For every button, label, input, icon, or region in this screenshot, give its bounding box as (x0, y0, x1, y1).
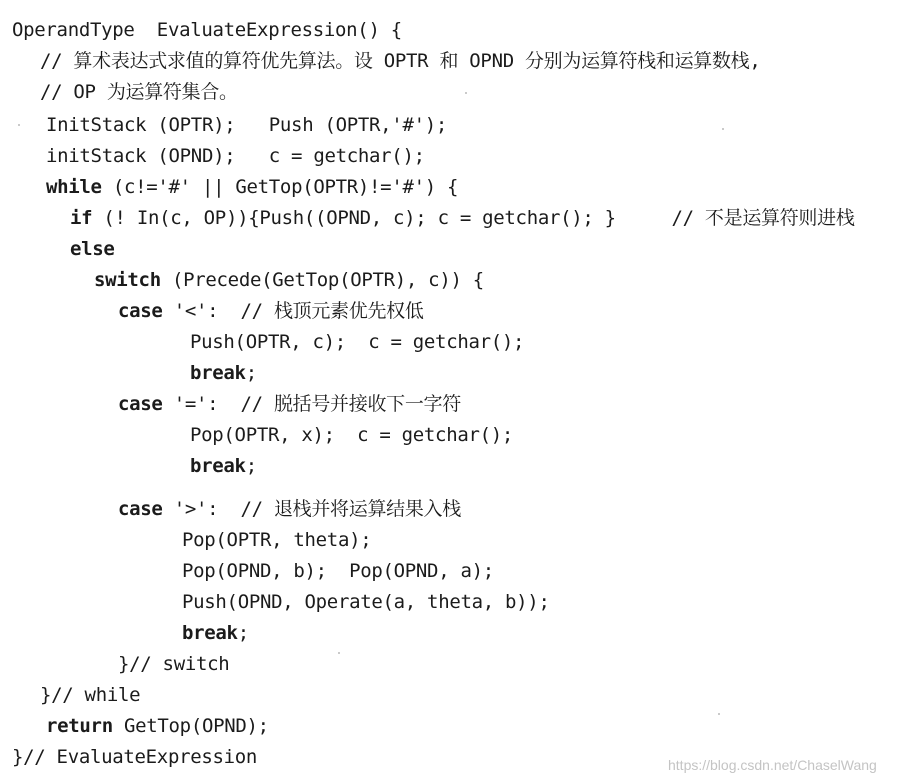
scan-speck (722, 128, 724, 130)
keyword: if (70, 207, 93, 229)
code-text: initStack (OPND); c = getchar(); (46, 145, 425, 167)
code-line (94, 268, 484, 292)
code-line (182, 621, 249, 645)
code-text: }// while (40, 684, 141, 706)
scan-speck (18, 124, 20, 126)
code-text: Pop(OPTR, theta); (182, 529, 372, 551)
code-line (118, 392, 461, 416)
code-text: (! In(c, OP)){Push((OPND, c); c = getchar(); } // 不是运算符则进栈 (92, 207, 855, 229)
keyword: case (118, 498, 163, 520)
keyword: break (190, 455, 246, 477)
code-text: // 算术表达式求值的算符优先算法。设 OPTR 和 OPND 分别为运算符栈和运算数栈, (40, 50, 761, 72)
code-text: '=': // 脱括号并接收下一字符 (162, 393, 461, 415)
keyword: return (46, 715, 113, 737)
code-text: Pop(OPND, b); Pop(OPND, a); (182, 560, 494, 582)
code-text: // OP 为运算符集合。 (40, 81, 238, 103)
code-text: '>': // 退栈并将运算结果入栈 (162, 498, 461, 520)
code-line (182, 528, 371, 552)
code-line (182, 590, 550, 614)
code-text: '<': // 栈顶元素优先权低 (162, 300, 424, 322)
code-line (46, 714, 269, 738)
keyword: while (46, 176, 102, 198)
code-text: InitStack (OPTR); Push (OPTR,'#'); (46, 114, 448, 136)
code-text: Pop(OPTR, x); c = getchar(); (190, 424, 514, 446)
keyword: switch (94, 269, 161, 291)
keyword: else (70, 238, 115, 260)
code-line (118, 299, 424, 323)
code-line (182, 559, 494, 583)
code-line (190, 330, 524, 354)
code-line (46, 144, 425, 168)
code-text: ; (237, 622, 249, 644)
code-line (70, 237, 115, 261)
code-text: ; (245, 362, 257, 384)
code-line (190, 423, 513, 447)
code-text: OperandType EvaluateExpression() { (12, 19, 402, 41)
code-text: Push(OPND, Operate(a, theta, b)); (182, 591, 550, 613)
code-text: }// EvaluateExpression (12, 746, 258, 768)
code-text: Push(OPTR, c); c = getchar(); (190, 331, 525, 353)
scan-speck (465, 92, 467, 94)
code-line (118, 652, 229, 676)
code-line (46, 175, 458, 199)
code-line (70, 206, 855, 230)
keyword: break (182, 622, 238, 644)
code-line (40, 49, 761, 73)
keyword: case (118, 300, 163, 322)
code-line (40, 80, 238, 104)
code-line (46, 113, 447, 137)
code-text: }// switch (118, 653, 230, 675)
code-line (12, 18, 402, 42)
keyword: break (190, 362, 246, 384)
code-line (118, 497, 461, 521)
code-text: (c!='#' || GetTop(OPTR)!='#') { (101, 176, 459, 198)
keyword: case (118, 393, 163, 415)
code-line (190, 454, 257, 478)
code-text: GetTop(OPND); (112, 715, 269, 737)
code-line (190, 361, 257, 385)
scan-speck (338, 652, 340, 654)
scan-speck (718, 713, 720, 715)
code-text: (Precede(GetTop(OPTR), c)) { (160, 269, 484, 291)
code-line (12, 745, 257, 769)
code-text: ; (245, 455, 257, 477)
code-line (40, 683, 140, 707)
watermark: https://blog.csdn.net/ChaselWang (668, 757, 877, 773)
